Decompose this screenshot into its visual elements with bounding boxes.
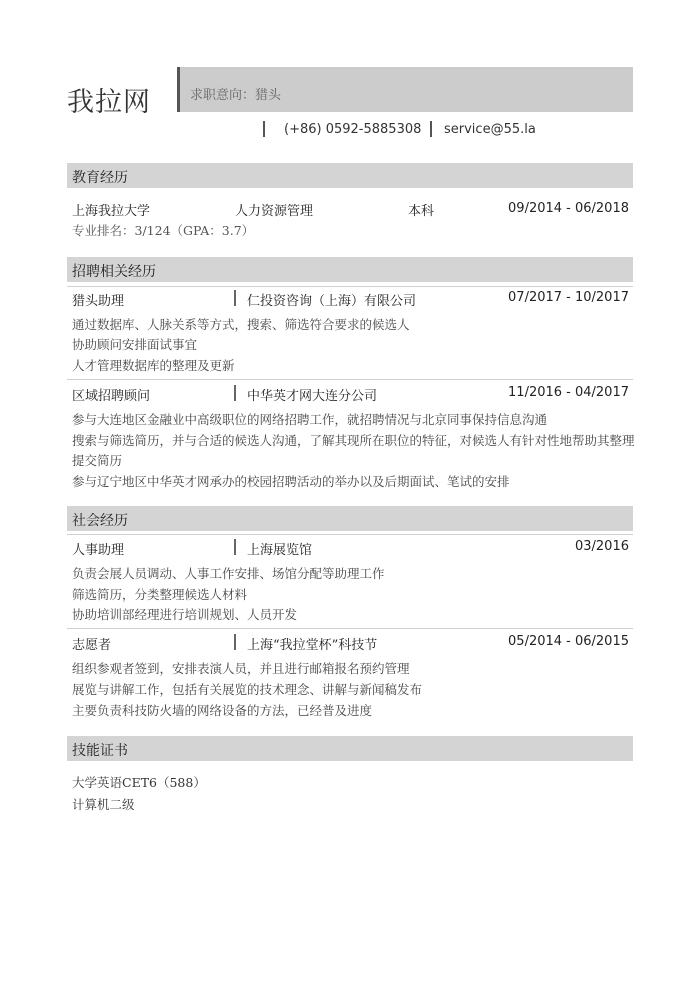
section-title: 教育经历 [72, 170, 128, 186]
school-name: 上海我拉大学 [72, 204, 151, 219]
divider [67, 534, 633, 535]
divider [67, 379, 633, 380]
major: 人力资源管理 [235, 204, 314, 219]
job-detail: 通过数据库、人脉关系等方式，搜索、筛选符合要求的候选人 [72, 317, 410, 332]
job-date: 03/2016 [574, 539, 629, 554]
job-role: 志愿者 [72, 638, 112, 653]
section-title: 社会经历 [72, 513, 128, 529]
job-role: 人事助理 [72, 543, 125, 558]
objective-box [177, 67, 633, 112]
skill-item: 计算机二级 [72, 797, 135, 812]
job-detail: 主要负责科技防火墙的网络设备的方法，已经普及进度 [72, 703, 373, 718]
email-address: service@55.la [444, 122, 536, 137]
job-detail: 参与辽宁地区中华英才网承办的校园招聘活动的举办以及后期面试、笔试的安排 [72, 474, 510, 489]
job-detail: 负责会展人员调动、人事工作安排、场馆分配等助理工作 [72, 566, 385, 581]
company-name: 仁投资咨询（上海）有限公司 [247, 294, 417, 309]
job-detail: 参与大连地区金融业中高级职位的网络招聘工作，就招聘情况与北京同事保持信息沟通 [72, 412, 548, 427]
contact-divider [263, 121, 265, 137]
role-company-separator [234, 539, 236, 555]
job-detail: 协助顾问安排面试事宜 [72, 337, 198, 352]
section-title: 招聘相关经历 [72, 264, 156, 280]
contact-divider [430, 121, 432, 137]
job-detail: 搜索与筛选简历，并与合适的候选人沟通，了解其现所在职位的特征，对候选人有针对性地帮助其整理 [72, 433, 635, 448]
divider [67, 628, 633, 629]
company-name: 上海“我拉堂杯”科技节 [247, 638, 378, 653]
job-detail: 展览与讲解工作，包括有关展览的技术理念、讲解与新闻稿发布 [72, 682, 423, 697]
education-rank: 专业排名：3/124（GPA：3.7） [72, 223, 255, 238]
section-social [67, 506, 633, 531]
job-detail: 协助培训部经理进行培训规划、人员开发 [72, 607, 298, 622]
job-date: 07/2017 - 10/2017 [508, 290, 629, 305]
company-name: 上海展览馆 [247, 543, 313, 558]
job-role: 猎头助理 [72, 294, 125, 309]
role-company-separator [234, 634, 236, 650]
degree: 本科 [408, 204, 435, 219]
section-recruiting [67, 257, 633, 282]
role-company-separator [234, 290, 236, 306]
job-role: 区域招聘顾问 [72, 389, 151, 404]
skill-item: 大学英语CET6（588） [72, 775, 206, 790]
job-date: 05/2014 - 06/2015 [508, 634, 629, 649]
candidate-name: 我拉网 [67, 87, 151, 118]
company-name: 中华英才网大连分公司 [247, 389, 378, 404]
education-date: 09/2014 - 06/2018 [508, 201, 629, 216]
role-company-separator [234, 385, 236, 401]
divider [67, 286, 633, 287]
phone-number: (+86) 0592-5885308 [284, 122, 422, 137]
job-detail: 组织参观者签到，安排表演人员，并且进行邮箱报名预约管理 [72, 661, 410, 676]
section-title: 技能证书 [72, 743, 128, 759]
job-date: 11/2016 - 04/2017 [508, 385, 629, 400]
section-skills [67, 736, 633, 761]
job-detail: 提交简历 [72, 453, 123, 468]
section-education [67, 163, 633, 188]
job-detail: 筛选简历，分类整理候选人材料 [72, 587, 248, 602]
job-objective: 求职意向：猎头 [190, 88, 282, 103]
job-detail: 人才管理数据库的整理及更新 [72, 358, 235, 373]
